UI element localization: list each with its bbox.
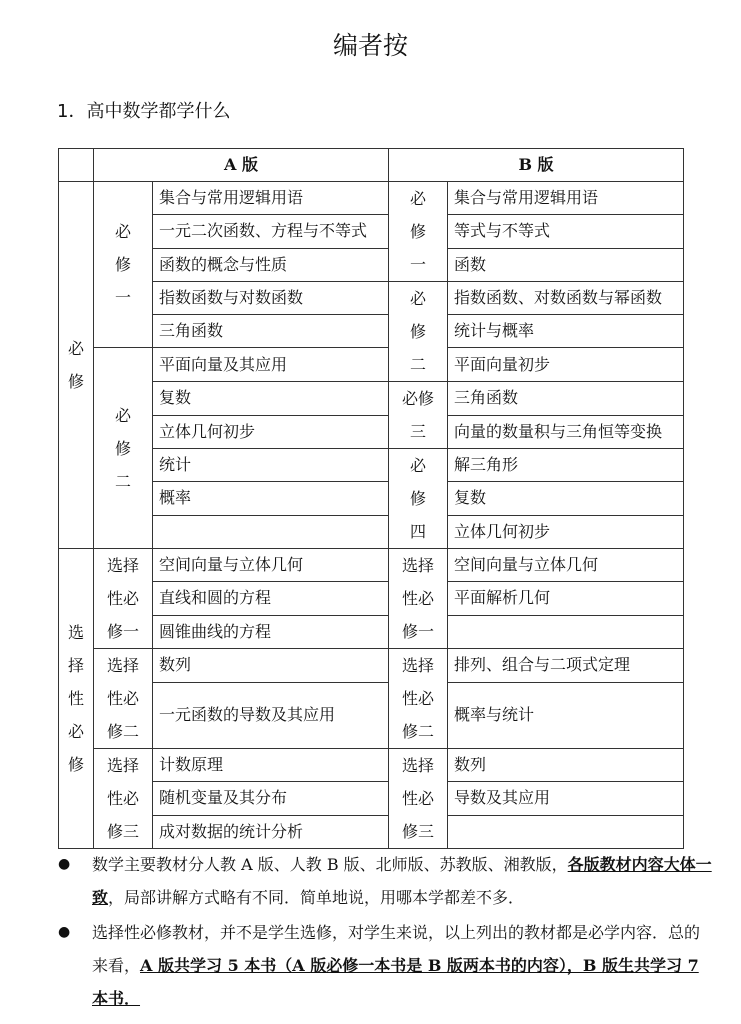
table-row: [59, 815, 684, 848]
table-row: [59, 615, 684, 648]
label-part: 修: [409, 322, 426, 341]
a-topic: 集合与常用逻辑用语: [153, 182, 389, 215]
table-row: [59, 449, 684, 482]
label-part: 选择: [106, 556, 139, 575]
section-heading: 1．高中数学都学什么: [57, 101, 231, 122]
table-row: [59, 582, 684, 615]
table-row: [59, 782, 684, 815]
note-2-emphasis: A 版共学习 5 本书（A 版必修一本书是 B 版两本书的内容），B 版生共学习 7 本书．: [92, 956, 699, 1008]
table-row: [59, 515, 684, 548]
label-part: 性必: [106, 689, 139, 708]
b-xuanze-2-label: [389, 649, 448, 749]
label-part: 选择: [401, 756, 434, 775]
label-part: 选择: [106, 756, 139, 775]
group-char: 性: [67, 689, 84, 708]
note-2-text: 选择性必修教材，并不是学生选修，对学生来说，以上列出的教材都是必学内容．总的来看，: [92, 923, 701, 975]
label-part: 四: [409, 522, 426, 541]
group-char: 修: [67, 372, 84, 391]
b-topic: 等式与不等式: [448, 215, 684, 248]
a-xuanze-3-label: [94, 749, 153, 849]
b-bixiu-2-label: [389, 282, 448, 382]
label-part: 性必: [106, 789, 139, 808]
table-row: [59, 482, 684, 515]
table-row: [59, 348, 684, 382]
b-topic: 指数函数、对数函数与幂函数: [448, 282, 684, 315]
label-part: 必: [114, 405, 131, 425]
table-row: [59, 549, 684, 582]
group-char: 选: [67, 623, 84, 642]
a-topic: 指数函数与对数函数: [153, 282, 389, 315]
a-topic: 立体几何初步: [153, 415, 389, 449]
a-topic: 一元函数的导数及其应用: [153, 682, 389, 748]
b-topic: 导数及其应用: [448, 782, 684, 815]
b-topic: 向量的数量积与三角恒等变换: [448, 415, 684, 449]
a-topic: 成对数据的统计分析: [153, 815, 389, 848]
a-topic: 一元二次函数、方程与不等式: [153, 215, 389, 248]
note-1: [58, 848, 714, 914]
label-part: 修: [409, 222, 426, 241]
label-part: 必修: [401, 389, 434, 408]
label-part: 选择: [401, 556, 434, 575]
label-part: 一: [409, 255, 426, 274]
group-bixiu: [59, 182, 94, 549]
label-part: 必: [409, 289, 426, 308]
label-part: 选择: [401, 656, 434, 675]
a-topic: 函数的概念与性质: [153, 248, 389, 281]
label-part: 修: [114, 438, 131, 458]
label-part: 必: [114, 222, 131, 241]
curriculum-table: [58, 148, 684, 849]
a-topic: 数列: [153, 649, 389, 683]
label-part: 必: [409, 189, 426, 208]
b-topic: 立体几何初步: [448, 515, 684, 548]
table-row: [59, 182, 684, 215]
a-bixiu-2-label: [94, 348, 153, 549]
b-topic-empty: [448, 815, 684, 848]
b-topic: 排列、组合与二项式定理: [448, 649, 684, 683]
table-row: [59, 749, 684, 782]
b-xuanze-3-label: [389, 749, 448, 849]
label-part: 一: [114, 288, 131, 307]
bullet-icon: ●: [58, 924, 71, 940]
b-topic: 函数: [448, 248, 684, 281]
a-xuanze-1-label: [94, 549, 153, 649]
group-char: 择: [67, 656, 84, 675]
group-xuanze: [59, 549, 94, 849]
a-topic: 圆锥曲线的方程: [153, 615, 389, 648]
a-topic: 统计: [153, 449, 389, 482]
a-xuanze-2-label: [94, 649, 153, 749]
bullet-icon: ●: [58, 856, 71, 872]
note-2: [58, 916, 714, 1015]
b-topic: 解三角形: [448, 449, 684, 482]
corner-cell: [59, 149, 94, 182]
note-1-emphasis: 各版教材内容大体一致: [92, 855, 712, 907]
label-part: 三: [409, 422, 426, 441]
table-row: [59, 415, 684, 449]
table-row: [59, 682, 684, 748]
group-char: 必: [67, 722, 84, 741]
label-part: 选择: [106, 656, 139, 675]
label-part: 修三: [106, 822, 139, 841]
label-part: 修三: [401, 822, 434, 841]
b-topic: 三角函数: [448, 382, 684, 416]
label-part: 修二: [401, 722, 434, 741]
a-bixiu-1-label: [94, 182, 153, 348]
group-char: 修: [67, 755, 84, 774]
page-title: 编者按: [332, 31, 408, 60]
label-part: 性必: [401, 789, 434, 808]
label-part: 二: [114, 471, 131, 491]
table-row: [59, 248, 684, 281]
table-row: [59, 382, 684, 416]
a-topic: 空间向量与立体几何: [153, 549, 389, 582]
b-topic: 集合与常用逻辑用语: [448, 182, 684, 215]
table-row: [59, 649, 684, 683]
a-topic: 直线和圆的方程: [153, 582, 389, 615]
a-topic: 平面向量及其应用: [153, 348, 389, 382]
a-topic: 随机变量及其分布: [153, 782, 389, 815]
label-part: 二: [409, 355, 426, 374]
table-row: [59, 282, 684, 315]
label-part: 性必: [401, 689, 434, 708]
a-topic-empty: [153, 515, 389, 548]
label-part: 修: [114, 255, 131, 274]
group-char: 必: [67, 339, 84, 358]
b-bixiu-1-label: [389, 182, 448, 282]
b-topic: 空间向量与立体几何: [448, 549, 684, 582]
label-part: 必: [409, 456, 426, 475]
b-topic: 概率与统计: [448, 682, 684, 748]
header-a: A 版: [94, 149, 389, 182]
a-topic: 三角函数: [153, 315, 389, 348]
b-topic: 平面解析几何: [448, 582, 684, 615]
table-row: [59, 215, 684, 248]
notes: [58, 848, 714, 1017]
b-topic: 统计与概率: [448, 315, 684, 348]
label-part: 修一: [106, 622, 139, 641]
label-part: 修: [409, 489, 426, 508]
a-topic: 计数原理: [153, 749, 389, 782]
b-bixiu-3-label: [389, 382, 448, 449]
b-xuanze-1-label: [389, 549, 448, 649]
note-1-text-end: ，局部讲解方式略有不同．简单地说，用哪本学都差不多．: [108, 888, 525, 907]
label-part: 性必: [401, 589, 434, 608]
table-row: [59, 315, 684, 348]
label-part: 性必: [106, 589, 139, 608]
label-part: 修二: [106, 722, 139, 741]
b-topic-empty: [448, 615, 684, 648]
b-topic: 数列: [448, 749, 684, 782]
table-header-row: [59, 149, 684, 182]
note-1-text: 数学主要教材分人教 A 版、人教 B 版、北师版、苏教版、湘教版，: [92, 855, 568, 874]
a-topic: 复数: [153, 382, 389, 416]
a-topic: 概率: [153, 482, 389, 515]
b-topic: 平面向量初步: [448, 348, 684, 382]
label-part: 修一: [401, 622, 434, 641]
b-topic: 复数: [448, 482, 684, 515]
b-bixiu-4-label: [389, 449, 448, 549]
header-b: B 版: [389, 149, 684, 182]
